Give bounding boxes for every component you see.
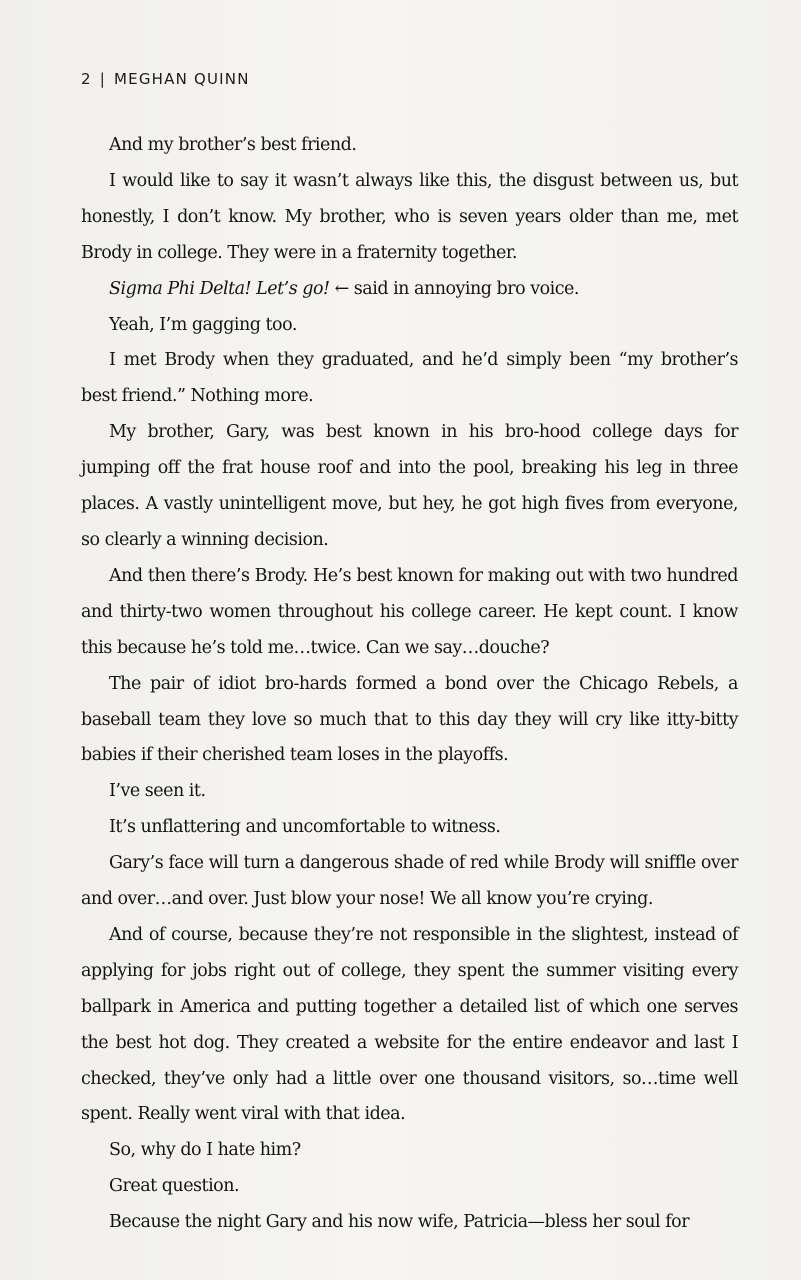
paragraph-13: So, why do I hate him? (109, 1140, 301, 1161)
paragraph-9: I’ve seen it. (109, 781, 206, 802)
paragraph-3-text: ← said in annoying bro voice. (329, 278, 579, 299)
paragraph-11: Gary’s face will turn a dangerous shade of red while Brody will sniffle over and over…and over. Just blow your nose! We all know you’re crying. (81, 853, 738, 910)
body-text (81, 128, 738, 1241)
paragraph-12: And of course, because they’re not responsible in the slightest, instead of applying for jobs right out of college, they spent the summer visiting every ballpark in America and putting together a detailed list of which one serves the best hot dog. They created a website for the entire endeavor and last I checked, they’ve only had a little over one thousand visitors, so…time well spent. Really went viral with that idea. (81, 924, 738, 1125)
running-head (81, 70, 250, 88)
paragraph-15: Because the night Gary and his now wife, Patricia—bless her soul for (109, 1212, 690, 1233)
header-separator: | (99, 70, 107, 88)
paragraph-10: It’s unflattering and uncomfortable to witness. (109, 817, 501, 838)
paragraph-5: I met Brody when they graduated, and he’d simply been “my brother’s best friend.” Nothing more. (81, 350, 738, 407)
paragraph-14: Great question. (109, 1176, 240, 1197)
paragraph-4: Yeah, I’m gagging too. (109, 314, 297, 335)
paragraph-2: I would like to say it wasn’t always like this, the disgust between us, but honestly, I don’t know. My brother, who is seven years older than me, met Brody in college. They were in a fraternity together. (81, 170, 738, 263)
paragraph-3-italic: Sigma Phi Delta! Let’s go! (109, 278, 330, 299)
paragraph-8: The pair of idiot bro-hards formed a bond over the Chicago Rebels, a baseball team they love so much that to this day they will cry like itty-bitty babies if their cherished team loses in the playoffs. (81, 673, 738, 766)
paragraph-6: My brother, Gary, was best known in his bro-hood college days for jumping off the frat house roof and into the pool, breaking his leg in three places. A vastly unintelligent move, but hey, he got high fives from everyone, so clearly a winning decision. (81, 422, 738, 550)
page-number: 2 (81, 70, 92, 88)
paragraph-7: And then there’s Brody. He’s best known for making out with two hundred and thirty-two women throughout his college career. He kept count. I know this because he’s told me…twice. Can we say…douche? (81, 565, 738, 658)
paragraph-3 (81, 272, 738, 308)
author-name: MEGHAN QUINN (114, 70, 250, 88)
paragraph-1: And my brother’s best friend. (109, 135, 357, 155)
